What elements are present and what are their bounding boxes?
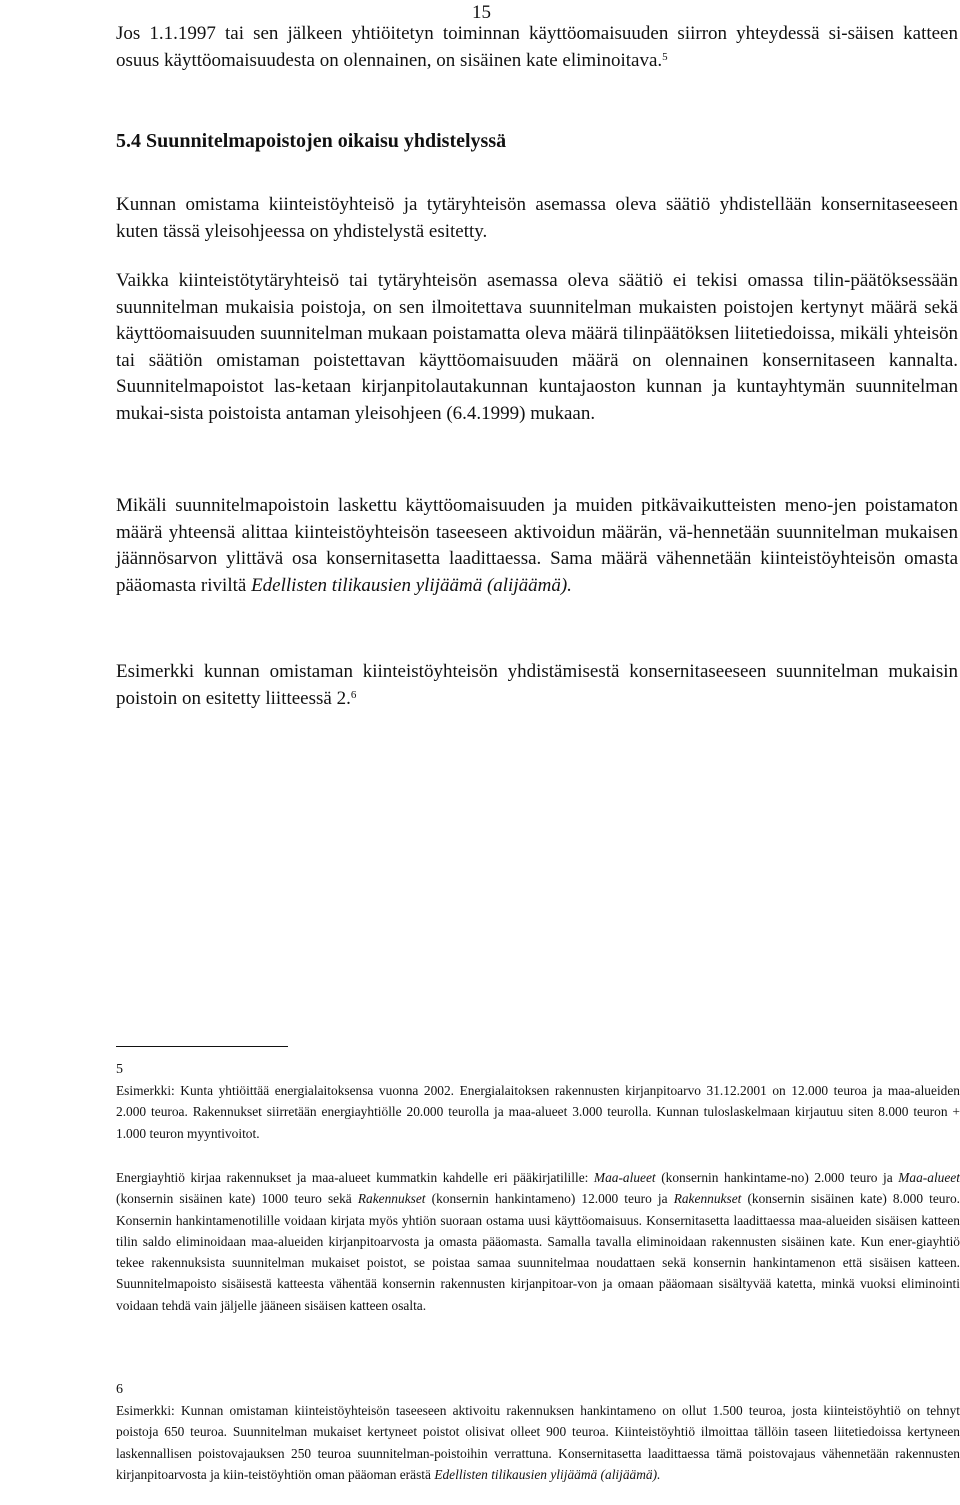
footnote-ref-6: 6 <box>350 688 357 701</box>
footnote-5-text-c: (konsernin hankintame-no) 2.000 teuro ja <box>655 1170 899 1185</box>
footnote-5-part1: Esimerkki: Kunta yhtiöittää energialaitoksensa vuonna 2002. Energialaitoksen rakennusten kirjanpitoarvo 31.12.2001 on 12.000 teuroa ja maa-alueiden 2.000 teuroa. Rakennukset siirretään energiayhtiölle 20.000 teurolla ja maa-alueet 3.000 teurolla. Kunnan tuloslaskelmaan kirjautuu siten 8.000 teuron + 1.000 teuron myyntivoitot. <box>116 1083 960 1141</box>
footnote-5-text-g: (konsernin hankintameno) 12.000 teuro ja <box>425 1191 674 1207</box>
footnote-5-text-e: (konsernin sisäinen kate) 1000 teuro sekä <box>116 1191 358 1207</box>
paragraph-4 <box>116 659 958 712</box>
footnote-5-italic-b: Maa-alueet <box>593 1170 656 1185</box>
footnote-5-mark: 5 <box>116 1062 123 1077</box>
footnote-5 <box>116 1060 960 1144</box>
footnote-6-italic: Edellisten tilikausien ylijäämä (alijäämä). <box>434 1466 661 1482</box>
paragraph-3 <box>116 493 958 599</box>
footnote-6-mark: 6 <box>116 1382 123 1397</box>
footnote-5-continued <box>116 1167 960 1316</box>
footnote-5-italic-h: Rakennukset <box>673 1191 742 1207</box>
paragraph-3-italic: Edellisten tilikausien ylijäämä (alijäämä). <box>251 574 572 596</box>
page-number: 15 <box>472 2 491 23</box>
section-heading: 5.4 Suunnitelmapoistojen oikaisu yhdistelyssä <box>116 130 507 152</box>
footnote-6 <box>116 1380 960 1485</box>
footnote-5-italic-f: Rakennukset <box>357 1191 426 1207</box>
footnote-divider <box>116 1046 288 1047</box>
footnote-6-text: Esimerkki: Kunnan omistaman kiinteistöyhteisön taseeseen aktivoitu rakennuksen hankintameno on ollut 1.500 teuroa, josta kiinteistöyhtiö on tehnyt poistoja 650 teuroa. Suunnitelman mukaiset kertyneet poistot olisivat olleet 900 teuroa. Kiinteistöyhtiö ilmoittaa tällöin taseen liitetiedoissa kertyneen laskennallisen poistovajauksen 250 teuroa suunnitelman-poistoihin verrattuna. Konsernitasetta laadittaessa tämä poistovajaus vähennetään rakennusten kirjanpitoarvosta ja kiin-teistöyhtiön oman pääoman erästä <box>116 1403 960 1482</box>
footnote-5-italic-d: Maa-alueet <box>898 1170 960 1185</box>
intro-paragraph <box>116 21 958 74</box>
footnote-5-text-a: Energiayhtiö kirjaa rakennukset ja maa-alueet kummatkin kahdelle eri pääkirjatilille: <box>116 1170 594 1185</box>
footnote-5-text-i: (konsernin sisäinen kate) 8.000 teuro. Konsernin hankintamenotilille voidaan kirjata myös yhtiön suoraan ostama uusi käyttöomaisuus. Konsernitasetta laadittaessa maa-alueiden sisäisen katteen tilin saldo eliminoidaan maa-alueiden kirjanpitoarvosta ja omasta pääomasta. Samalla tavalla eliminoidaan rakennusten sisäinen kate. Kun ener-giayhtiö tekee rakennuksista suunnitelman mukaiset poistot, se poistaa samaa suunnitelmaa noudattaen sekä konsernin hankintamenon että sisäisen katteen. Suunnitelmapoisto sisäisestä katteesta vähentää konsernin rakennusten kirjanpitoar-von ja omaan pääomaan sisältyvää katetta, minkä vuoksi eliminointi voidaan tehdä vain jäljelle jääneen sisäisen katteen osalta. <box>116 1191 960 1313</box>
paragraph-2: Vaikka kiinteistötytäryhteisö tai tytäryhteisön asemassa oleva säätiö ei tekisi omassa tilin-päätöksessään suunnitelman mukaisia poistoja, on sen ilmoitettava suunnitelman mukaisten poistojen kertynyt määrä sekä käyttöomaisuuden suunnitelman mukaan poistamatta oleva määrä tilinpäätöksen liitetiedoissa, mikäli yhteisön tai säätiön omistaman poistettavan käyttöomaisuuden määrä on olennainen konsernitaseen kannalta. Suunnitelmapoistot las-ketaan kirjanpitolautakunnan kuntajaoston kunnan ja kuntayhtymän suunnitelman mukai-sista poistoista antaman yleisohjeen (6.4.1999) mukaan. <box>116 270 958 424</box>
paragraph-4-text: Esimerkki kunnan omistaman kiinteistöyhteisön yhdistämisestä konsernitaseeseen suunnitelman mukaisin poistoin on esitetty liitteessä 2. <box>116 661 958 709</box>
paragraph-1: Kunnan omistama kiinteistöyhteisö ja tytäryhteisön asemassa oleva säätiö yhdistellään konsernitaseeseen kuten tässä yleisohjeessa on yhdistelystä esitetty. <box>116 194 958 242</box>
footnote-ref-5: 5 <box>662 50 668 63</box>
intro-text: Jos 1.1.1997 tai sen jälkeen yhtiöitetyn toiminnan käyttöomaisuuden siirron yhteydessä si-säisen katteen osuus käyttöomaisuudesta on olennainen, on sisäinen kate eliminoitava. <box>116 23 958 71</box>
paragraph-3-text: Mikäli suunnitelmapoistoin laskettu käyttöomaisuuden ja muiden pitkävaikutteisten meno-jen poistamaton määrä yhteensä alittaa kiinteistöyhteisön taseeseen aktivoidun määrän, vä-hennetään suunnitelman mukaisen jäännösarvon ylittävä osa konsernitasetta laadittaessa. Sama määrä vähennetään kiinteistöyhteisön omasta pääomasta riviltä <box>116 495 958 596</box>
footnote-6-body <box>116 1400 960 1485</box>
